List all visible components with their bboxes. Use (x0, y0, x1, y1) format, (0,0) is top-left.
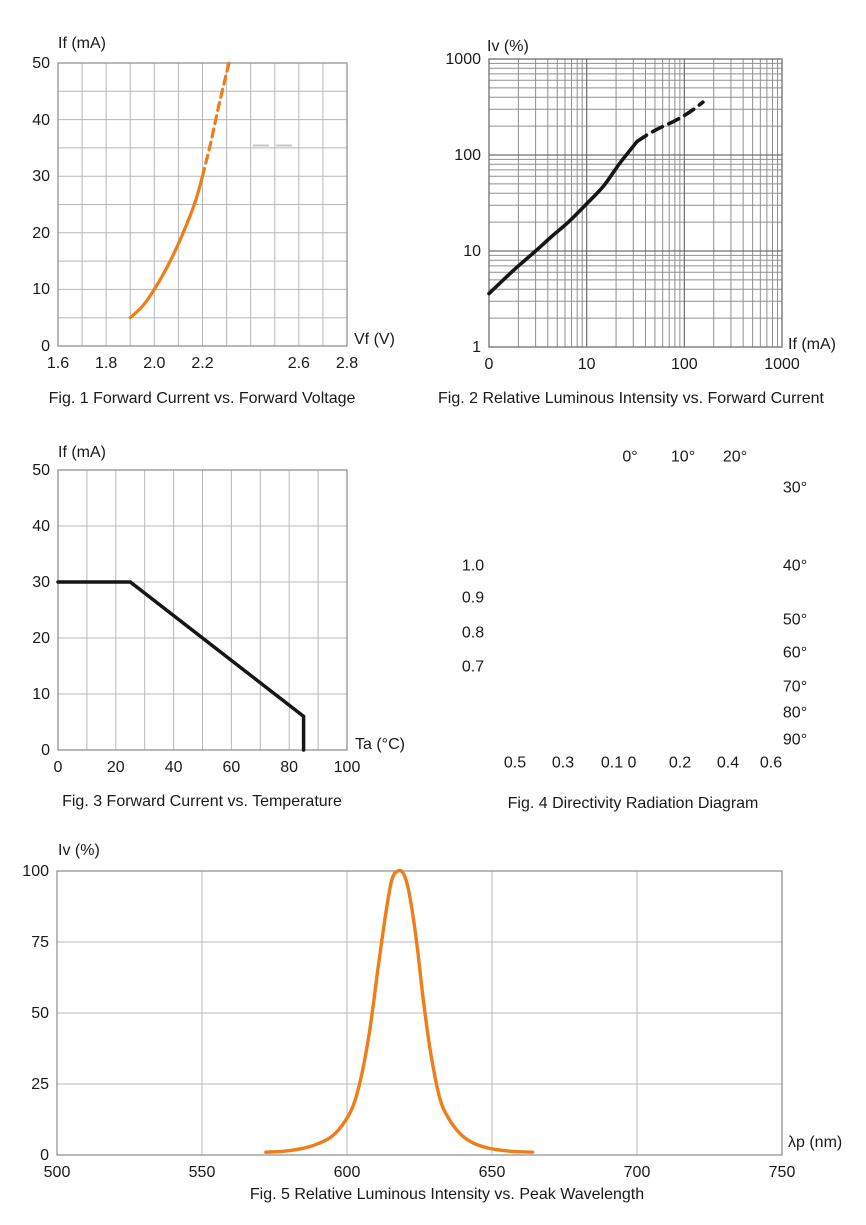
fig5-y-tick-label: 100 (22, 863, 49, 880)
fig5-y-axis-title: Iv (%) (58, 842, 100, 859)
fig4-intensity-label: 0.4 (716, 754, 740, 772)
fig2-x-tick-label: 1000 (764, 356, 800, 373)
fig5-caption: Fig. 5 Relative Luminous Intensity vs. Peak Wavelength (249, 1186, 645, 1203)
fig2-x-tick-label: 100 (670, 356, 698, 373)
fig5-y-tick-label: 25 (31, 1076, 49, 1093)
fig2-y-tick-label: 10 (463, 243, 481, 260)
fig1-y-tick-label: 40 (32, 111, 50, 129)
fig2-x-tick-label: 10 (577, 356, 596, 373)
fig4-angle-label: 10° (670, 448, 696, 466)
fig2-x-tick-label: 0 (484, 356, 494, 373)
fig5-y-tick-label: 75 (31, 934, 49, 951)
fig3-x-axis-title: Ta (°C) (355, 736, 405, 753)
fig1-y-tick-label: 20 (32, 224, 50, 242)
fig5-x-tick-label: 700 (623, 1164, 651, 1181)
fig1-caption: Fig. 1 Forward Current vs. Forward Voltage (48, 390, 356, 407)
fig3-x-tick-label: 40 (164, 759, 183, 776)
fig5-x-tick-label: 600 (333, 1164, 361, 1181)
fig4-angle-label: 70° (782, 678, 808, 696)
fig1-x-tick-label: 2.0 (143, 355, 166, 372)
fig4-angle-label: 40° (782, 557, 808, 575)
fig5-y-tick-label: 0 (40, 1147, 49, 1164)
fig4-angle-label: 60° (782, 644, 808, 662)
fig5-intensity-vs-wavelength-plot (0, 820, 866, 1225)
fig4-intensity-label: 0.2 (668, 754, 692, 772)
fig4-intensity-label: 1.0 (461, 557, 485, 575)
fig4-caption: Fig. 4 Directivity Radiation Diagram (507, 795, 759, 812)
fig4-angle-label: 80° (782, 704, 808, 722)
fig4-angle-label: 50° (782, 611, 808, 629)
fig2-y-tick-label: 1000 (445, 51, 481, 68)
fig4-intensity-label: 0.7 (461, 658, 485, 676)
fig3-y-tick-label: 30 (32, 574, 50, 591)
fig3-curve-solid (58, 582, 304, 750)
fig1-x-tick-label: 2.2 (191, 355, 214, 372)
fig1-x-tick-label: 1.8 (95, 355, 118, 372)
fig5-x-tick-label: 550 (188, 1164, 216, 1181)
fig1-y-tick-label: 30 (32, 168, 50, 186)
fig3-y-tick-label: 40 (32, 518, 50, 535)
fig1-y-axis-title: If (mA) (58, 35, 106, 52)
fig4-angle-label: 20° (722, 448, 748, 466)
fig3-y-tick-label: 50 (32, 462, 50, 479)
fig4-angle-label: 0° (622, 448, 638, 466)
fig3-caption: Fig. 3 Forward Current vs. Temperature (62, 793, 342, 810)
fig1-x-tick-label: 2.6 (287, 355, 310, 372)
fig2-curve-dashed (637, 102, 703, 141)
fig1-y-tick-label: 10 (32, 281, 50, 299)
fig4-intensity-label: 0.8 (461, 624, 485, 642)
fig2-caption: Fig. 2 Relative Luminous Intensity vs. Forward Current (438, 390, 824, 407)
fig3-y-axis-title: If (mA) (58, 444, 106, 461)
fig3-x-tick-label: 0 (53, 759, 63, 776)
fig2-y-tick-label: 1 (472, 339, 481, 356)
fig1-curve-solid (130, 176, 202, 318)
fig3-y-tick-label: 0 (41, 742, 50, 759)
fig3-x-tick-label: 20 (106, 759, 125, 776)
fig2-x-axis-title: If (mA) (788, 336, 836, 353)
fig1-x-axis-title: Vf (V) (354, 331, 395, 348)
fig3-y-tick-label: 10 (32, 686, 50, 703)
fig5-x-tick-label: 650 (478, 1164, 506, 1181)
fig1-y-tick-label: 0 (41, 338, 50, 355)
fig5-x-axis-title: λp (nm) (788, 1134, 843, 1151)
fig4-intensity-label: 0.3 (551, 754, 575, 772)
fig4-angle-label: 30° (782, 479, 808, 497)
fig5-y-tick-label: 50 (31, 1005, 49, 1022)
fig4-intensity-label: 0.6 (759, 754, 783, 772)
fig4-intensity-label: 0.9 (461, 589, 485, 607)
fig4-intensity-label: 0 (627, 754, 637, 772)
fig4-intensity-label: 0.5 (503, 754, 527, 772)
fig1-x-tick-label: 1.6 (46, 355, 70, 372)
fig5-curve-solid (266, 871, 533, 1153)
fig4-angle-label: 90° (782, 731, 808, 749)
fig2-y-tick-label: 100 (454, 147, 481, 164)
fig5-x-tick-label: 500 (43, 1164, 71, 1181)
fig3-x-tick-label: 100 (333, 759, 361, 776)
fig1-y-tick-label: 50 (32, 55, 50, 72)
fig3-y-tick-label: 20 (32, 630, 50, 647)
fig1-x-tick-label: 2.8 (335, 355, 359, 372)
fig4-intensity-label: 0.1 (600, 754, 624, 772)
fig3-x-tick-label: 60 (222, 759, 241, 776)
fig5-x-tick-label: 750 (768, 1164, 796, 1181)
fig2-y-axis-title: Iv (%) (487, 38, 529, 55)
fig3-x-tick-label: 80 (280, 759, 299, 776)
